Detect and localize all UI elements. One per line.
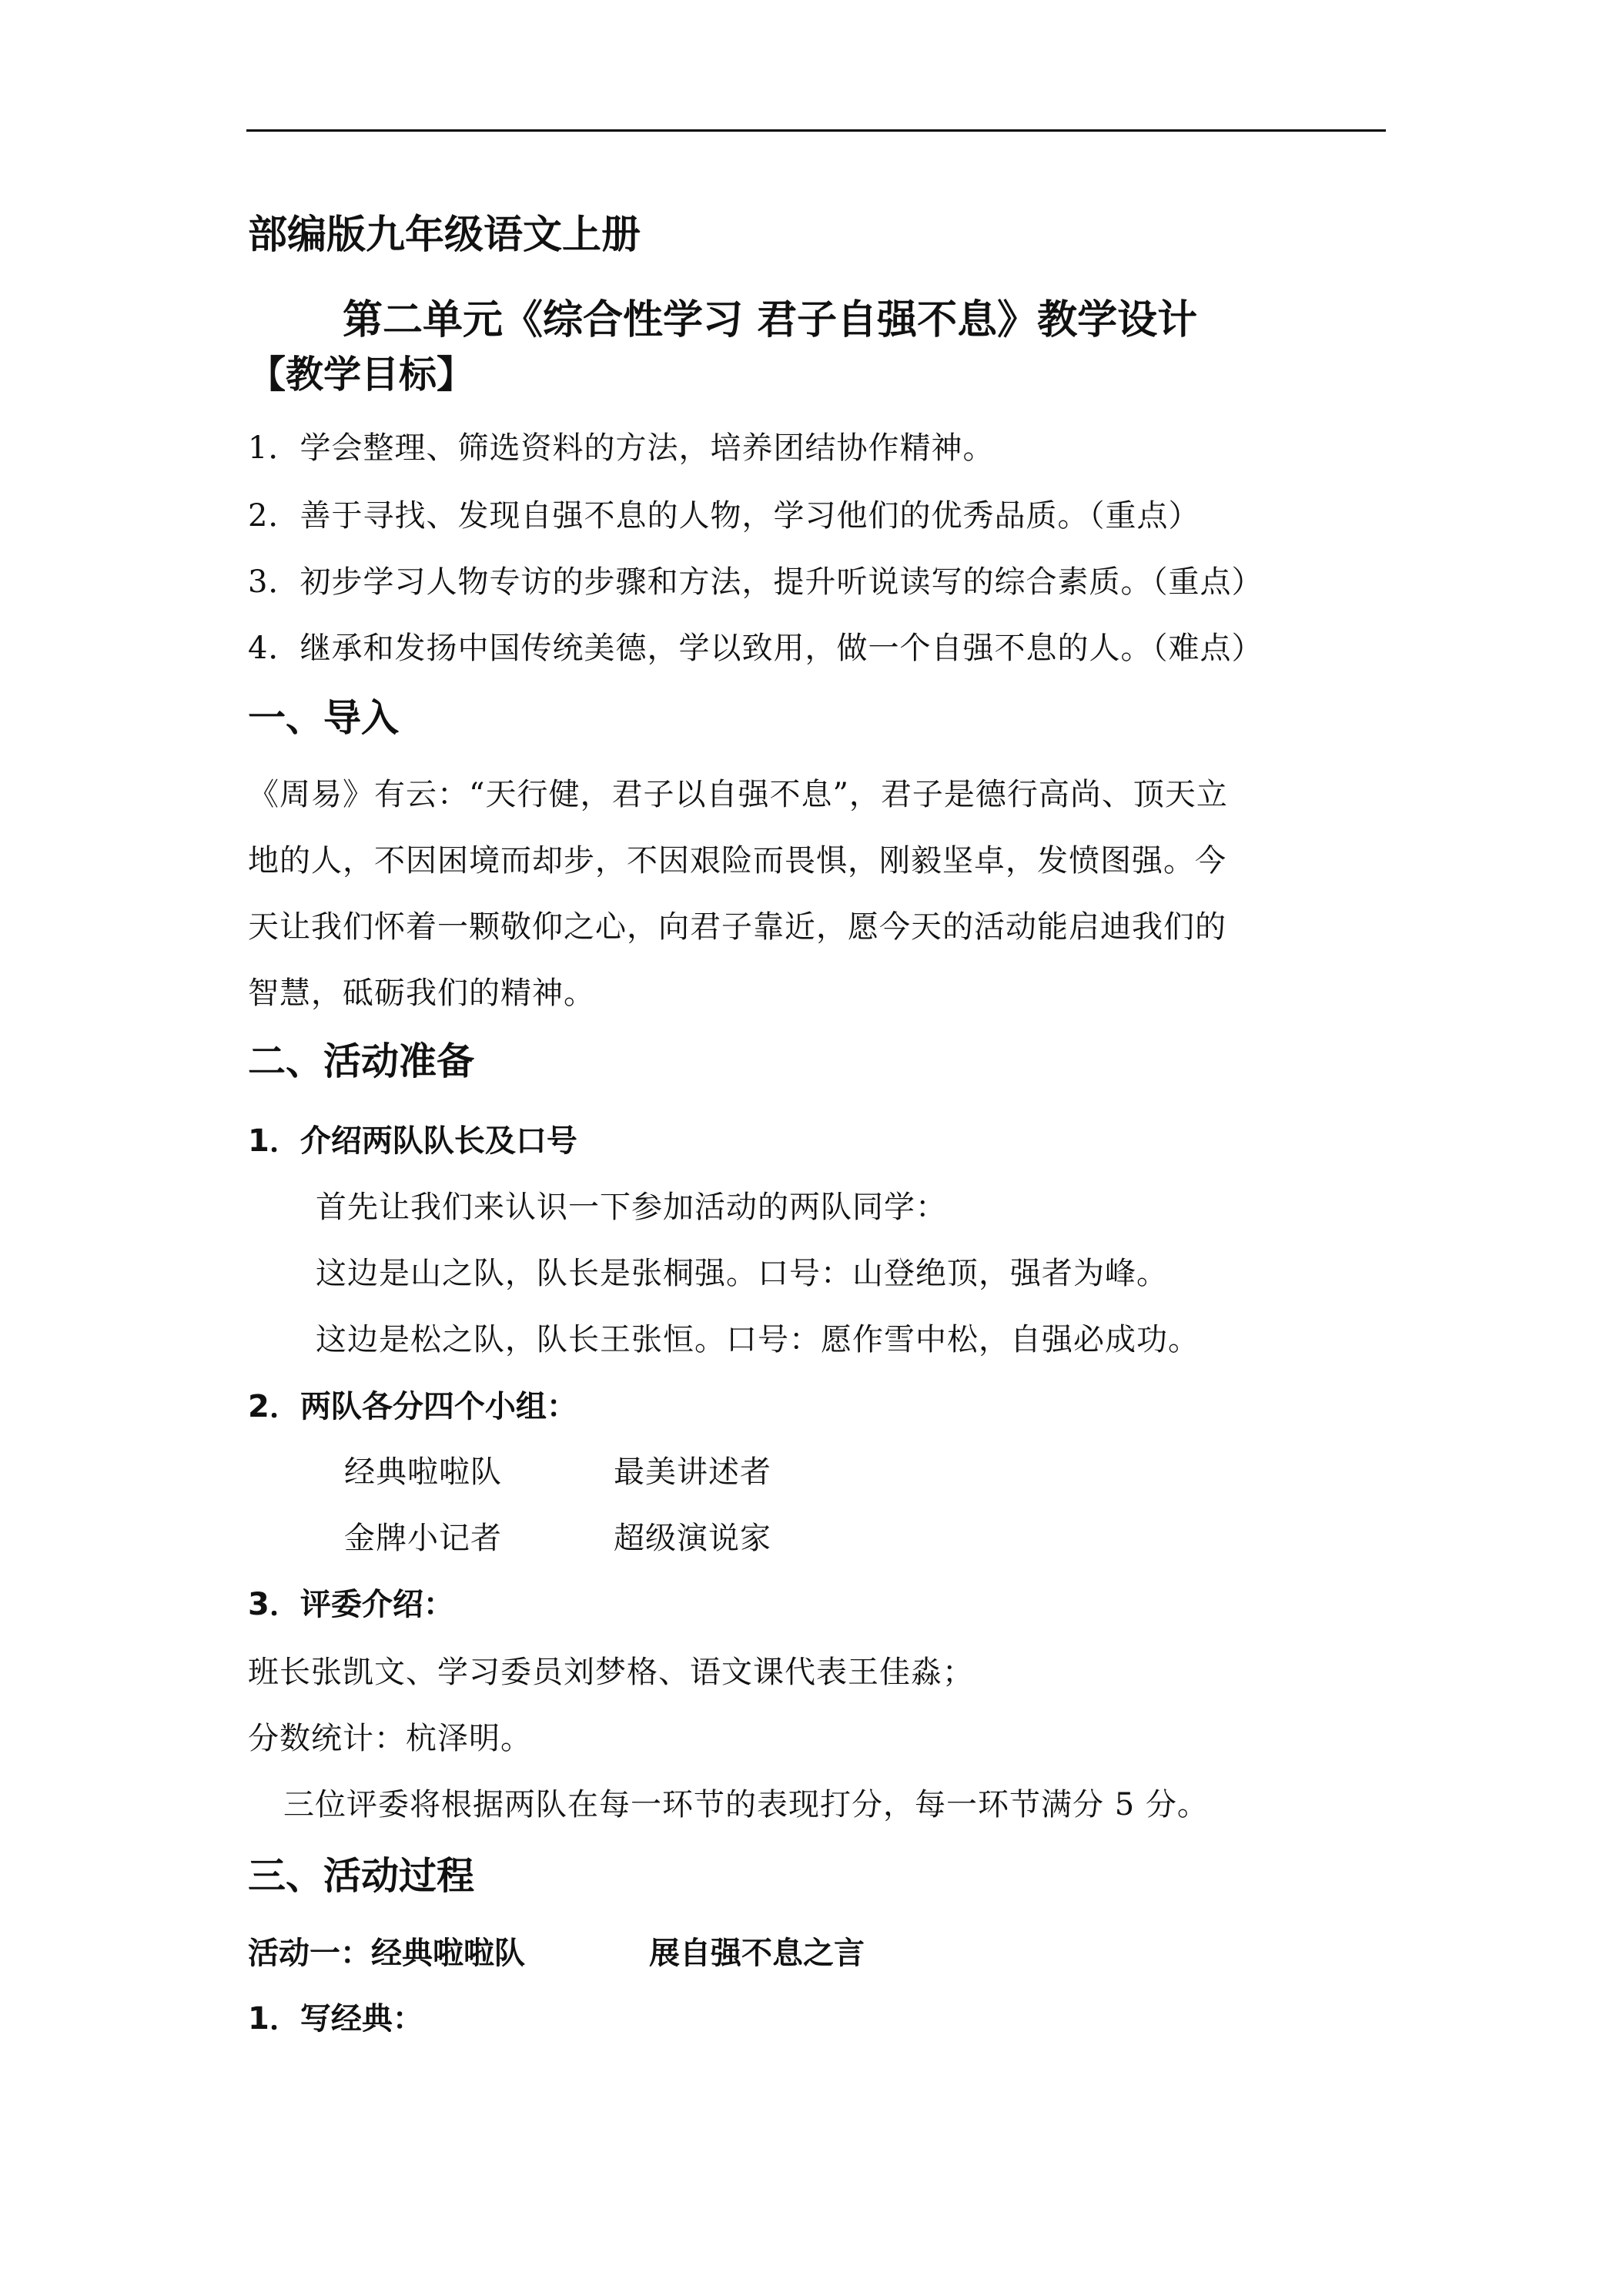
paragraph-line: 分数统计：杭泽明。	[248, 1721, 532, 1756]
objective-item: 1．学会整理、筛选资料的方法，培养团结协作精神。	[248, 430, 995, 466]
activity-title: 展自强不息之言	[649, 1936, 865, 1971]
doc-title-line1: 部编版九年级语文上册	[248, 213, 641, 258]
objective-item: 4．继承和发扬中国传统美德，学以致用，做一个自强不息的人。（难点）	[248, 631, 1263, 666]
section-heading: 二、活动准备	[248, 1039, 475, 1083]
subheading: 1．写经典：	[248, 2001, 423, 2037]
group-name: 超级演说家	[614, 1521, 771, 1556]
group-name: 经典啦啦队	[344, 1454, 502, 1490]
objective-item: 3．初步学习人物专访的步骤和方法，提升听说读写的综合素质。（重点）	[248, 564, 1263, 600]
subheading: 1．介绍两队队长及口号	[248, 1123, 577, 1159]
paragraph-line: 天让我们怀着一颗敬仰之心，向君子靠近，愿今天的活动能启迪我们的	[248, 909, 1226, 945]
paragraph-line: 班长张凯文、学习委员刘梦格、语文课代表王佳淼；	[248, 1655, 974, 1690]
group-name: 最美讲述者	[614, 1454, 771, 1490]
subheading: 3．评委介绍：	[248, 1587, 454, 1622]
paragraph-line: 《周易》有云：“天行健，君子以自强不息”，君子是德行高尚、顶天立	[248, 777, 1228, 812]
doc-title-line2: 第二单元《综合性学习 君子自强不息》教学设计	[343, 297, 1198, 343]
activity-label: 活动一：经典啦啦队	[248, 1936, 525, 1971]
paragraph-line: 地的人，不因困境而却步，不因艰险而畏惧，刚毅坚卓，发愤图强。今	[248, 843, 1226, 879]
header-rule	[246, 129, 1386, 132]
section-heading: 一、导入	[248, 696, 400, 740]
group-name: 金牌小记者	[344, 1521, 502, 1556]
objectives-heading: 【教学目标】	[248, 353, 475, 397]
paragraph-line: 三位评委将根据两队在每一环节的表现打分，每一环节满分 5 分。	[283, 1787, 1209, 1822]
paragraph-line: 智慧，砥砺我们的精神。	[248, 976, 595, 1011]
objective-item: 2．善于寻找、发现自强不息的人物，学习他们的优秀品质。（重点）	[248, 498, 1200, 534]
section-heading: 三、活动过程	[248, 1854, 475, 1898]
paragraph-line: 首先让我们来认识一下参加活动的两队同学：	[316, 1190, 947, 1225]
paragraph-line: 这边是松之队，队长王张恒。口号：愿作雪中松，自强必成功。	[316, 1322, 1200, 1357]
paragraph-line: 这边是山之队，队长是张桐强。口号：山登绝顶，强者为峰。	[316, 1256, 1168, 1291]
subheading: 2．两队各分四个小组：	[248, 1389, 577, 1424]
